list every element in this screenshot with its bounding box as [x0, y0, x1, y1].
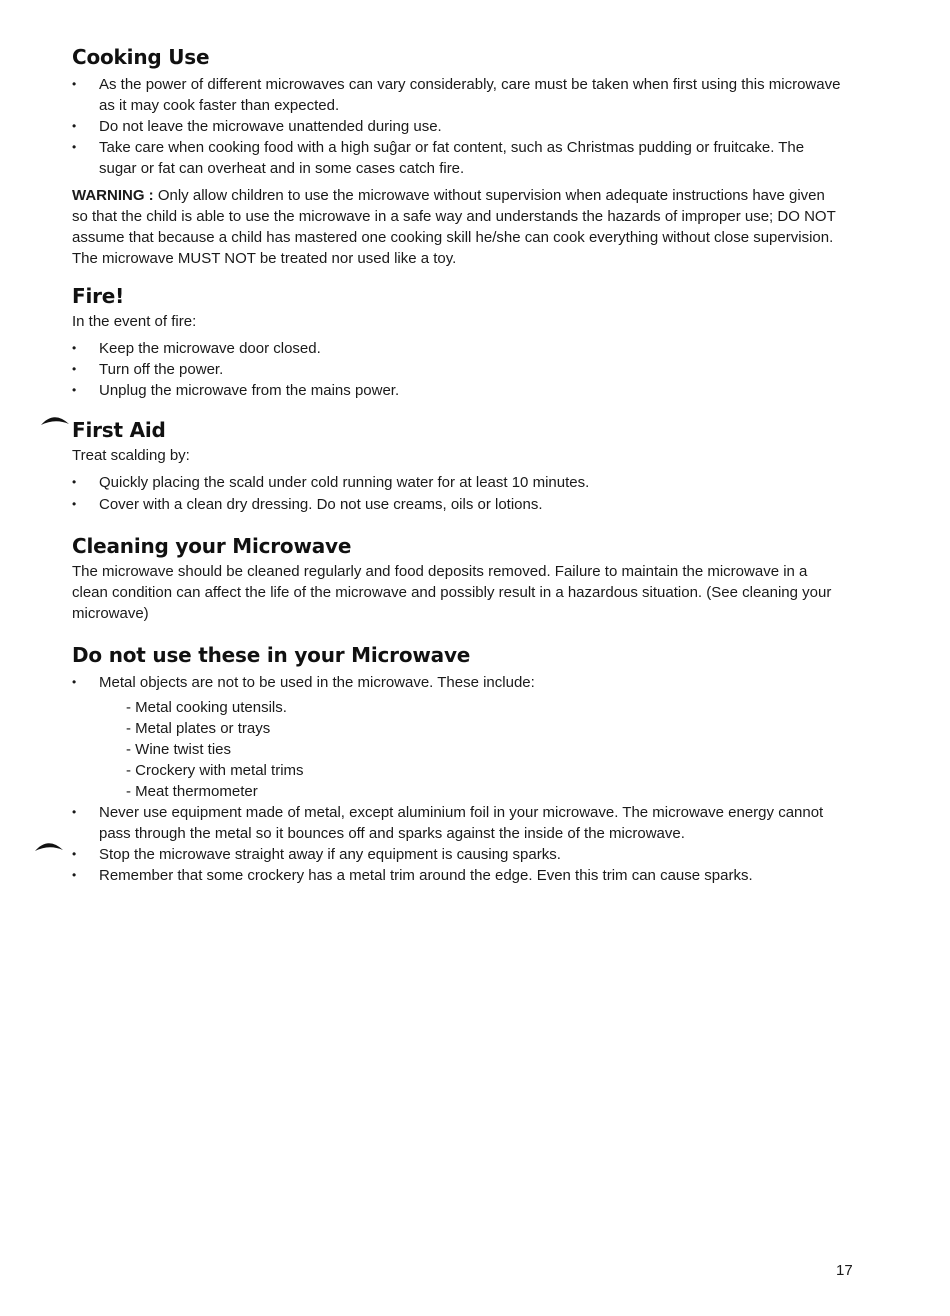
fire-intro: In the event of fire: — [72, 313, 197, 330]
warning-paragraph — [72, 185, 842, 269]
metal-item: - Metal plates or trays — [126, 718, 842, 739]
list-item: • Take care when cooking food with a high suĝar or fat content, such as Christmas pudding or fruitcake. The sugar or fat can overheat and in some cases catch fire. — [72, 137, 842, 179]
cooking-use-list — [72, 74, 842, 179]
list-item: • Turn off the power. — [72, 359, 842, 380]
list-item: • Cover with a clean dry dressing. Do not use creams, oils or lotions. — [72, 494, 842, 515]
cleaning-paragraph: The microwave should be cleaned regularly and food deposits removed. Failure to maintain the microwave in a clean condition can affect the life of the microwave and possibly result in a hazardous situation. (See cleaning your microwave) — [72, 563, 832, 622]
list-item: • Unplug the microwave from the mains power. — [72, 380, 842, 401]
section-first-aid — [72, 417, 842, 515]
metal-items-list — [99, 697, 842, 802]
fire-list — [72, 338, 842, 401]
warning-text: Only allow children to use the microwave without supervision when adequate instructions have given so that the child is able to use the microwave in a safe way and understands the hazards of improper use; DO NOT assume that because a child has mastered one cooking skill he/she can cook everything without close supervision. The microwave MUST NOT be treated nor used like a toy. — [72, 187, 836, 267]
list-item: • Quickly placing the scald under cold running water for at least 10 minutes. — [72, 472, 842, 493]
first-aid-intro: Treat scalding by: — [72, 447, 190, 464]
list-item: • Never use equipment made of metal, except aluminium foil in your microwave. The microwave energy cannot pass through the metal so it bounces off and sparks against the inside of the microwave. — [72, 802, 842, 844]
metal-objects-text: Metal objects are not to be used in the microwave. These include: — [99, 674, 535, 691]
list-item: • Do not leave the microwave unattended during use. — [72, 116, 842, 137]
section-cleaning — [72, 533, 842, 624]
metal-item: - Wine twist ties — [126, 739, 842, 760]
heading-cleaning: Cleaning your Microwave — [72, 534, 352, 558]
list-item — [72, 672, 842, 802]
section-fire — [72, 283, 842, 401]
metal-item: - Meat thermometer — [126, 781, 842, 802]
list-item: • Remember that some crockery has a metal trim around the edge. Even this trim can cause sparks. — [72, 865, 842, 886]
heading-first-aid: First Aid — [72, 418, 166, 442]
do-not-use-list — [72, 672, 842, 886]
section-cooking-use — [72, 44, 842, 269]
list-item: • Keep the microwave door closed. — [72, 338, 842, 359]
list-item: • Stop the microwave straight away if any equipment is causing sparks. — [72, 844, 842, 865]
list-item: • As the power of different microwaves can vary considerably, care must be taken when first using this microwave as it may cook faster than expected. — [72, 74, 842, 116]
heading-do-not-use: Do not use these in your Microwave — [72, 643, 471, 667]
binding-hole-mark — [34, 838, 64, 852]
heading-fire: Fire! — [72, 284, 125, 308]
heading-cooking-use: Cooking Use — [72, 45, 210, 69]
binding-hole-mark — [40, 412, 70, 426]
metal-item: - Crockery with metal trims — [126, 760, 842, 781]
first-aid-list — [72, 472, 842, 515]
section-do-not-use — [72, 642, 842, 886]
warning-label: WARNING : — [72, 187, 154, 204]
page-number: 17 — [836, 1262, 853, 1279]
manual-page — [72, 44, 842, 886]
metal-item: - Metal cooking utensils. — [126, 697, 842, 718]
